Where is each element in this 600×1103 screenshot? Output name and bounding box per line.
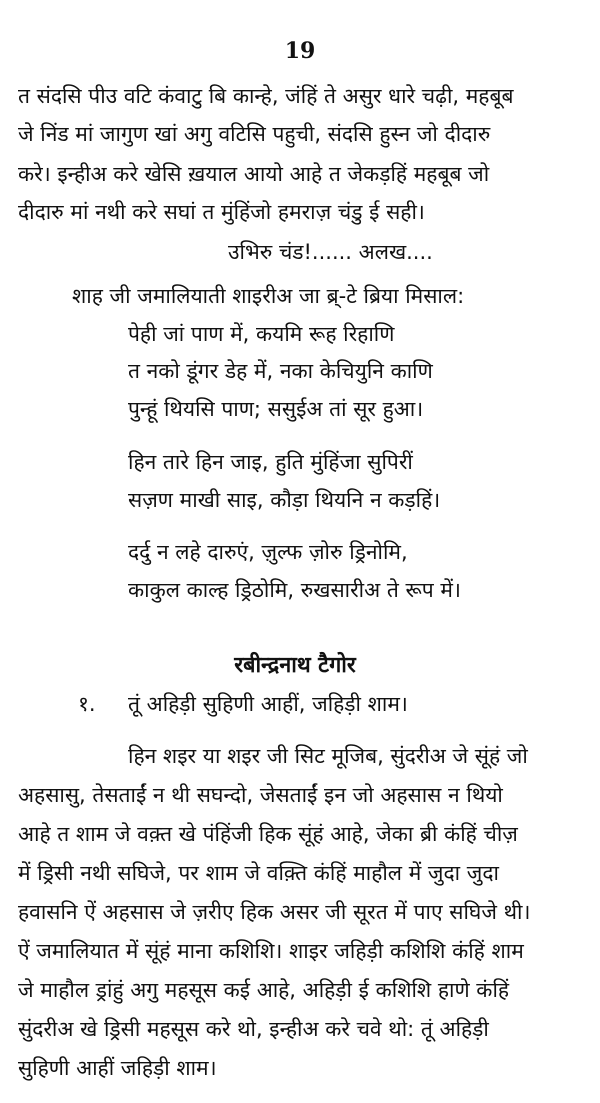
paragraph-line: दीदारु मां नथी करे सघां त मुंहिंजो हमराज़ चंडु ई सही। <box>18 200 425 224</box>
page-number: 19 <box>284 38 316 64</box>
verse-line: सज़ण माखी साइ, कौड़ा थियनि न कड़हिं। <box>128 488 441 512</box>
paragraph-line: सुंदरीअ खे ड्रिसी महसूस करे थो, इन्हीअ करे चवे थो: तूं अहिड़ी <box>18 1017 489 1041</box>
paragraph-line: हवासनि ऐं अहसास जे ज़रीए हिक असर जी सूरत में पाए सघिजे थी। <box>18 900 531 924</box>
paragraph-line: में ड्रिसी नथी सघिजे, पर शाम जे वक़्ति कंहिं माहौल में जुदा जुदा <box>18 861 499 885</box>
paragraph-line: आहे त शाम जे वक़्त खे पंहिंजी हिक सूंहं आहे, जेका ब्री कंहिं चीज़ <box>18 822 518 846</box>
paragraph-line: सुहिणी आहीं जहिड़ी शाम। <box>18 1056 217 1080</box>
exclamation-line: उभिरु चंड!...... अलख.... <box>228 240 433 264</box>
verse-line: पुन्हूं थियसि पाण; ससुईअ तां सूर हुआ। <box>128 397 424 421</box>
section-heading: रबीन्द्रनाथ टैगोर <box>234 653 356 678</box>
item-number: १. <box>78 692 96 716</box>
paragraph-line: हिन शइर या शइर जी सिट मूजिब, सुंदरीअ जे सूंहं जो <box>128 744 528 768</box>
paragraph-line: जे माहौल ड्रांहुं अगु महसूस कई आहे, अहिड़ी ई कशिशि हाणे कंहिं <box>18 978 510 1002</box>
verse-line: दर्दु न लहे दारुएं, ज़ुल्फ ज़ोरु ड्रिनोमि, <box>128 540 408 564</box>
paragraph-line: करे। इन्हीअ करे खेसि ख़याल आयो आहे त जेकड़हिं महबूब जो <box>18 162 490 186</box>
intro-line: शाह जी जमालियाती शाइरीअ जा ब्र्-टे ब्रिया मिसाल: <box>72 284 465 308</box>
verse-line: त नको डूंगर डेह में, नका केचियुनि काणि <box>128 359 433 383</box>
paragraph-line: त संदसि पीउ वटि कंवाटु बि कान्हे, जंहिं ते असुर धारे चढ़ी, महबूब <box>18 84 514 108</box>
paragraph-line: जे निंड मां जागुण खां अगु वटिसि पहुची, संदसि हुस्न जो दीदारु <box>18 122 491 146</box>
verse-line: काकुल काल्ह ड्रिठोमि, रुखसारीअ ते रूप में। <box>128 578 461 602</box>
verse-line: हिन तारे हिन जाइ, हुति मुंहिंजा सुपिरीं <box>128 450 413 474</box>
paragraph-line: ऐं जमालियात में सूंहं माना कशिशि। शाइर जहिड़ी कशिशि कंहिं शाम <box>18 939 524 963</box>
paragraph-line: अहसासु, तेसताईं न थी सघन्दो, जेसताईं इन जो अहसास न थियो <box>18 783 503 807</box>
item-text: तूं अहिड़ी सुहिणी आहीं, जहिड़ी शाम। <box>128 692 408 716</box>
verse-line: पेही जां पाण में, कयमि रूह रिहाणि <box>128 322 395 346</box>
